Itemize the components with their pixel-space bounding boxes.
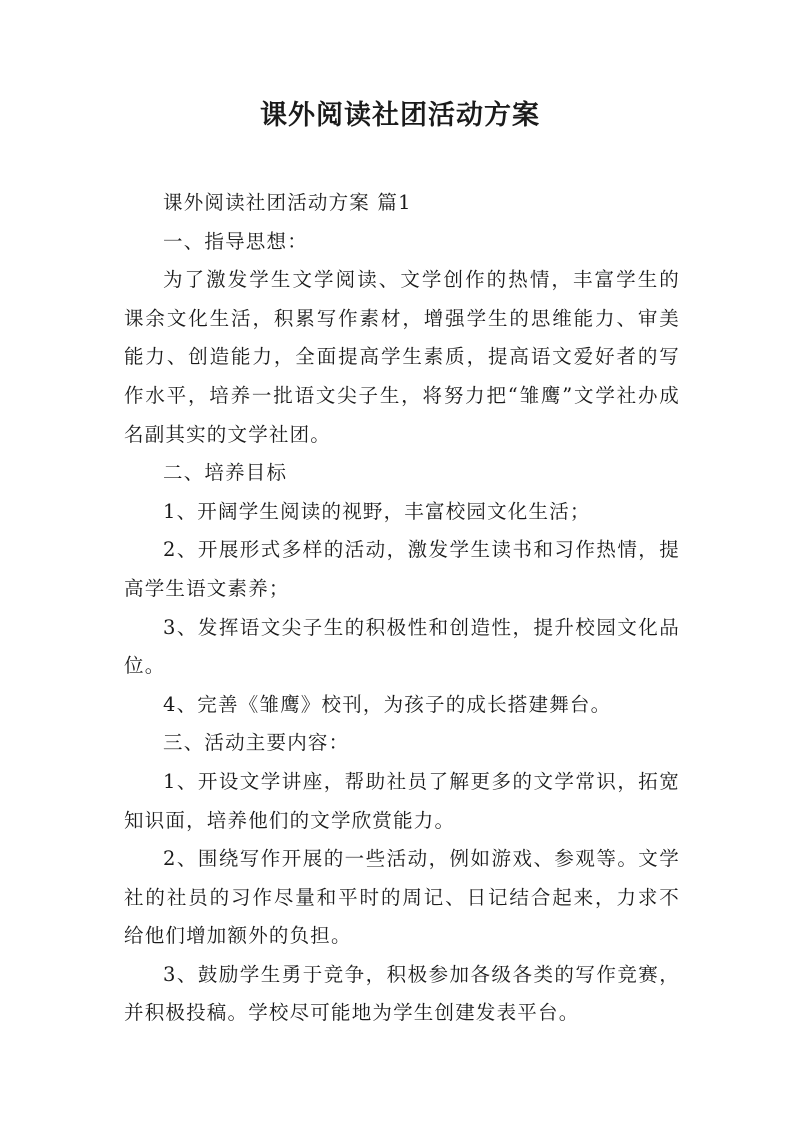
- goal-item-3: 3、发挥语文尖子生的积极性和创造性，提升校园文化品位。: [124, 615, 680, 678]
- document-title: 课外阅读社团活动方案: [260, 100, 540, 131]
- heading-guiding-idea: 一、指导思想：: [163, 229, 308, 253]
- paragraph-guiding-idea: 为了激发学生文学阅读、文学创作的热情，丰富学生的课余文化生活，积累写作素材，增强学生的思维能力、审美能力、创造能力，全面提高学生素质，提高语文爱好者的写作水平，培养一批语文尖子生，将努力把“雏鹰”文学社办成名副其实的文学社团。: [124, 268, 680, 446]
- activity-item-3: 3、鼓励学生勇于竞争，积极参加各级各类的写作竞赛，并积极投稿。学校尽可能地为学生创建发表平台。: [124, 962, 680, 1025]
- activity-item-2: 2、围绕写作开展的一些活动，例如游戏、参观等。文学社的社员的习作尽量和平时的周记、日记结合起来，力求不给他们增加额外的负担。: [124, 847, 680, 948]
- activity-item-1: 1、开设文学讲座，帮助社员了解更多的文学常识，拓宽知识面，培养他们的文学欣赏能力。: [124, 769, 680, 832]
- goal-item-2: 2、开展形式多样的活动，激发学生读书和习作热情，提高学生语文素养；: [124, 538, 680, 600]
- heading-goals: 二、培养目标: [163, 461, 288, 485]
- goal-item-4: 4、完善《雏鹰》校刊，为孩子的成长搭建舞台。: [163, 692, 612, 716]
- section-heading: 课外阅读社团活动方案 篇1: [163, 191, 412, 214]
- heading-activities: 三、活动主要内容：: [163, 731, 350, 755]
- document-body: [124, 184, 680, 1033]
- goal-item-1: 1、开阔学生阅读的视野，丰富校园文化生活；: [163, 499, 591, 523]
